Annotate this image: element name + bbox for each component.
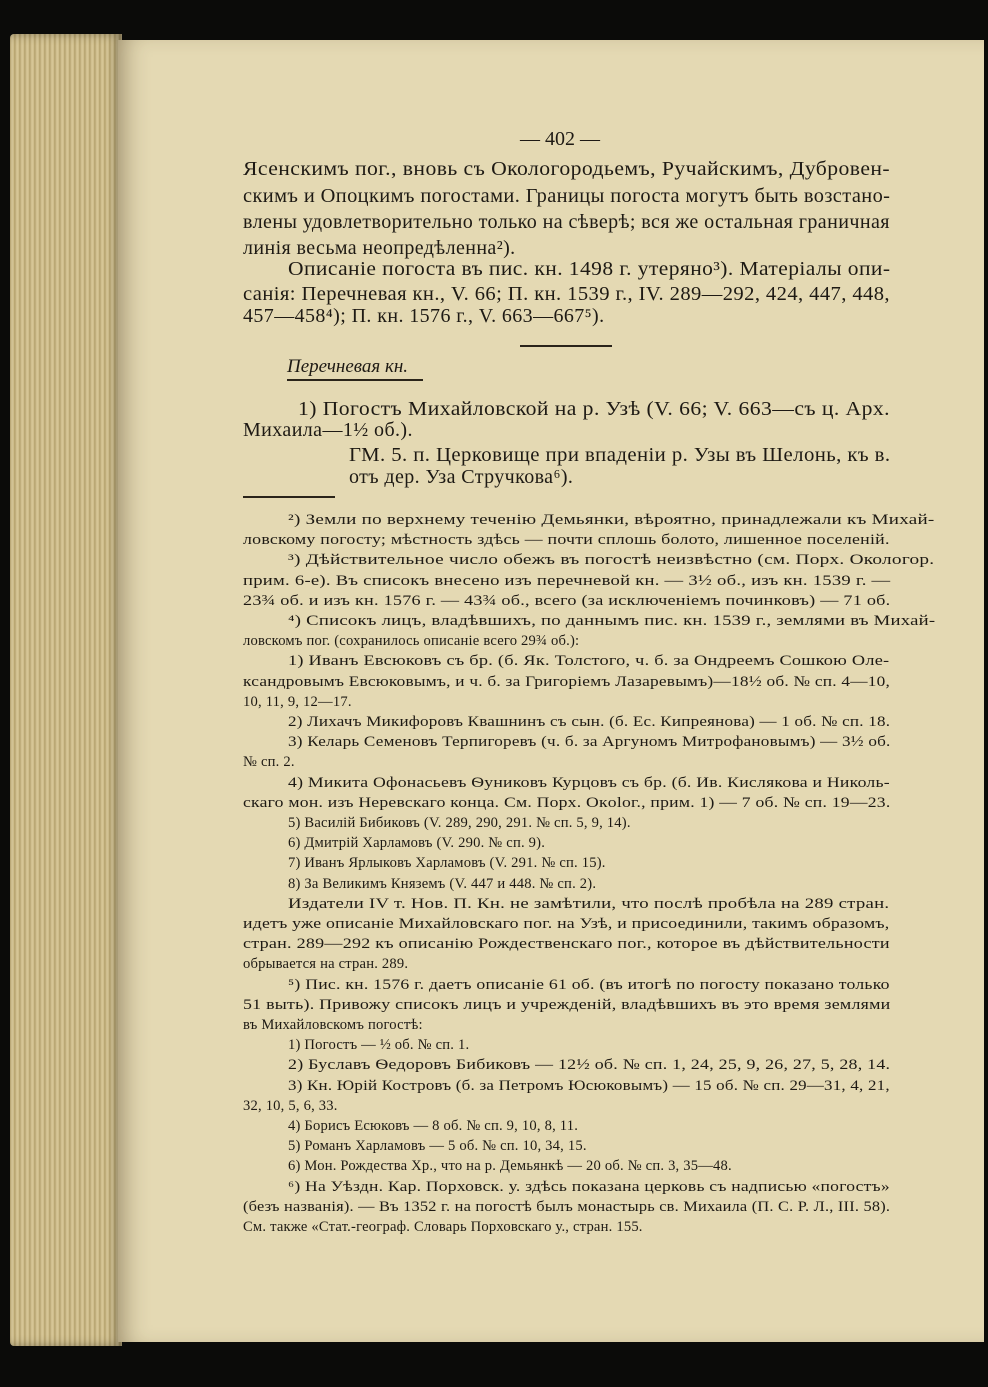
- footnote-line: прим. 6-е). Въ списокъ внесено изъ перечневой кн. — 3½ об., изъ кн. 1539 г. —: [243, 572, 891, 589]
- footnote-line: ⁶) На Уѣздн. Кар. Порховск. у. здѣсь показана церковь съ надписью «погостъ»: [288, 1178, 890, 1195]
- footnote-line: 1) Иванъ Евсюковъ съ бр. (б. Як. Толстого, ч. б. за Ондреемъ Сошкою Оле-: [288, 653, 890, 670]
- footnote-line: ⁴) Списокъ лицъ, владѣвшихъ, по даннымъ пис. кн. 1539 г., землями въ Михай-: [288, 613, 936, 629]
- footnote-line: 8) За Великимъ Княземъ (V. 447 и 448. № сп. 2).: [288, 875, 597, 892]
- footnote-line: 51 выть). Привожу списокъ лицъ и учрежденій, владѣвшихъ въ это время землями: [243, 996, 891, 1013]
- entry-line: Михаила—1½ об.).: [243, 419, 413, 441]
- entry-line: отъ дер. Уза Стручкова⁶).: [349, 466, 574, 488]
- footnote-line: ксандровымъ Евсюковымъ, и ч. б. за Григоріемъ Лазаревымъ)—18½ об. № сп. 4—10,: [243, 673, 891, 690]
- footnote-line: (безъ названія). — Въ 1352 г. на погостѣ былъ монастырь св. Михаила (П. С. Р. Л., III. 58).: [243, 1198, 891, 1215]
- footnote-line: въ Михайловскомъ погостѣ:: [243, 1017, 423, 1033]
- main-text-line: Описаніе погоста въ пис. кн. 1498 г. утеряно³). Матеріалы опи-: [288, 258, 891, 280]
- main-text-line: 457—458⁴); П. кн. 1576 г., V. 663—667⁵).: [243, 305, 605, 327]
- footnote-line: 23¾ об. и изъ кн. 1576 г. — 43¾ об., всего (за исключеніемъ починковъ) — 71 об.: [243, 592, 891, 609]
- footnote-line: 2) Лихачъ Микифоровъ Квашнинъ съ сын. (б. Ес. Кипреянова) — 1 об. № сп. 18.: [288, 714, 891, 730]
- footnote-line: Издатели IV т. Нов. П. Кн. не замѣтили, что послѣ пробѣла на 289 стран.: [288, 895, 890, 912]
- section-heading: Перечневая кн.: [287, 356, 409, 377]
- footnote-line: ловскому погосту; мѣстность здѣсь — почти сплошь болото, лишенное поселеній.: [243, 532, 890, 549]
- footnote-line: ловскомъ пог. (сохранилось описаніе всего 29¾ об.):: [243, 633, 580, 650]
- heading-underline: [287, 379, 423, 381]
- footnote-line: 4) Борисъ Есюковъ — 8 об. № сп. 9, 10, 8, 11.: [288, 1118, 579, 1134]
- footnote-line: 2) Буславъ Ѳедоровъ Бибиковъ — 12½ об. № сп. 1, 24, 25, 9, 26, 27, 5, 28, 14.: [288, 1057, 891, 1074]
- footnote-line: стран. 289—292 къ описанію Рождественскаго пог., которое въ дѣйствительности: [243, 936, 890, 953]
- main-text-line: Ясенскимъ пог., вновь съ Окологородьемъ, Ручайскимъ, Дубровен-: [243, 158, 891, 180]
- footnote-divider: [243, 496, 335, 498]
- footnote-line: 6) Дмитрій Харламовъ (V. 290. № сп. 9).: [288, 835, 546, 852]
- footnote-line: № сп. 2.: [243, 754, 295, 771]
- section-divider: [520, 345, 612, 347]
- entry-line: ГМ. 5. п. Церковище при впаденіи р. Узы въ Шелонь, къ в.: [349, 444, 891, 466]
- footnote-line: скаго мон. изъ Неревскаго конца. См. Порх. Окolог., прим. 1) — 7 об. № сп. 19—23.: [243, 794, 891, 811]
- footnote-line: обрывается на стран. 289.: [243, 956, 409, 973]
- main-text-line: скимъ и Опоцкимъ погостами. Границы погоста могутъ быть возстано-: [243, 185, 891, 207]
- footnote-line: идетъ уже описаніе Михайловскаго пог. на Узѣ, и присоединили, такимъ образомъ,: [243, 916, 890, 932]
- footnote-line: 6) Мон. Рождества Хр., что на р. Демьянкѣ — 20 об. № сп. 3, 35—48.: [288, 1158, 732, 1175]
- footnote-line: 10, 11, 9, 12—17.: [243, 693, 352, 710]
- footnote-line: См. также «Стат.-географ. Словарь Порховскаго у., стран. 155.: [243, 1219, 643, 1235]
- footnote-line: 3) Келарь Семеновъ Терпигоревъ (ч. б. за Аргуномъ Митрофановымъ) — 3½ об.: [288, 734, 891, 751]
- footnote-line: 7) Иванъ Ярлыковъ Харламовъ (V. 291. № сп. 15).: [288, 855, 606, 872]
- footnote-line: ²) Земли по верхнему теченію Демьянки, вѣроятно, принадлежали къ Михай-: [288, 512, 935, 528]
- footnote-line: 1) Погостъ — ½ об. № сп. 1.: [288, 1037, 470, 1054]
- entry-line: 1) Погостъ Михайловской на р. Узѣ (V. 66; V. 663—съ ц. Арх.: [298, 398, 890, 420]
- footnote-line: 5) Романъ Харламовъ — 5 об. № сп. 10, 34, 15.: [288, 1138, 587, 1155]
- footnote-line: 4) Микита Офонасьевъ Ѳуниковъ Курцовъ съ бр. (б. Ив. Кислякова и Николь-: [288, 774, 890, 791]
- footnote-line: 32, 10, 5, 6, 33.: [243, 1097, 338, 1114]
- footnote-line: 5) Василій Бибиковъ (V. 289, 290, 291. № сп. 5, 9, 14).: [288, 815, 631, 831]
- main-text-line: влены удовлетворительно только на сѣверѣ; вся же остальная граничная: [243, 211, 890, 233]
- footnote-line: ³) Дѣйствительное число обежъ въ погостѣ неизвѣстно (см. Порх. Окологор.: [288, 552, 935, 569]
- footnote-line: ⁵) Пис. кн. 1576 г. даетъ описаніе 61 об. (въ итогѣ по погосту показано только: [288, 976, 890, 993]
- main-text-line: санія: Перечневая кн., V. 66; П. кн. 1539 г., IV. 289—292, 424, 447, 448,: [243, 283, 890, 305]
- footnote-line: 3) Кн. Юрій Костровъ (б. за Петромъ Юсюковымъ) — 15 об. № сп. 29—31, 4, 21,: [288, 1077, 890, 1094]
- page-number: — 402 —: [520, 128, 600, 150]
- main-text-line: линія весьма неопредѣленна²).: [243, 237, 516, 259]
